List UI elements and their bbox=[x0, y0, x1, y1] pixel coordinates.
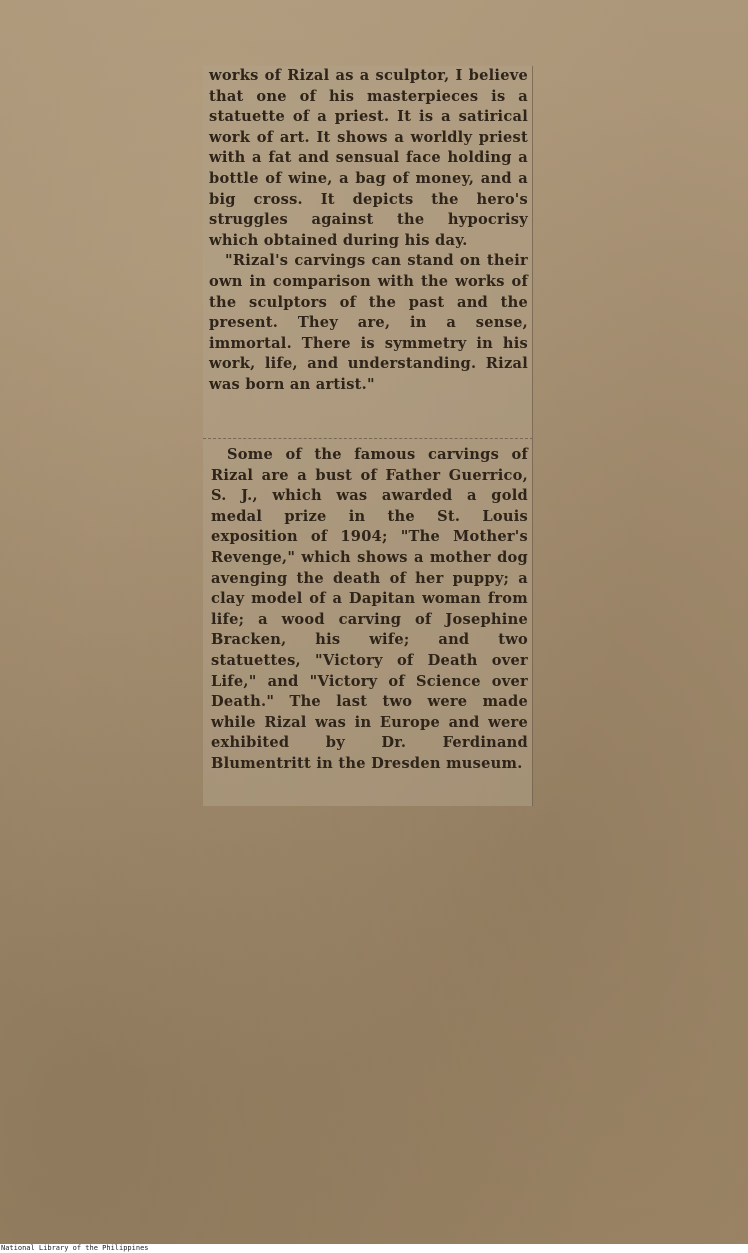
clipping-upper bbox=[203, 66, 533, 438]
article-paragraph-3: Some of the famous carvings of Rizal are a bust of Father Guerrico, S. J., which was awarded a gold medal prize in the St. Louis exposition of 1904; "The Mother's Revenge," which shows a mother dog avenging the death of her puppy; a clay model of a Dapitan woman from life; a wood carving of Josephine Bracken, his wife; and two statuettes, "Victory of Death over Life," and "Victory of Science over Death." The last two were made while Rizal was in Europe and were exhibited by Dr. Ferdinand Blumentritt in the Dresden museum. bbox=[211, 446, 528, 772]
clipping-lower bbox=[203, 438, 533, 806]
article-paragraph-2: "Rizal's carvings can stand on their own in comparison with the works of the sculptors of the past and the present. They are, in a sense, immortal. There is symmetry in his work, life, and understanding. Rizal was born an artist." bbox=[209, 252, 528, 393]
article-paragraph-1: works of Rizal as a sculptor, I believe that one of his masterpieces is a statuette of a priest. It is a satirical work of art. It shows a worldly priest with a fat and sensual face holding a bottle of wine, a bag of money, and a big cross. It depicts the hero's struggles against the hypocrisy which obtained during his day. bbox=[209, 67, 528, 249]
footer-bar bbox=[0, 1244, 748, 1253]
footer-credit: National Library of the Philippines bbox=[1, 1244, 149, 1252]
